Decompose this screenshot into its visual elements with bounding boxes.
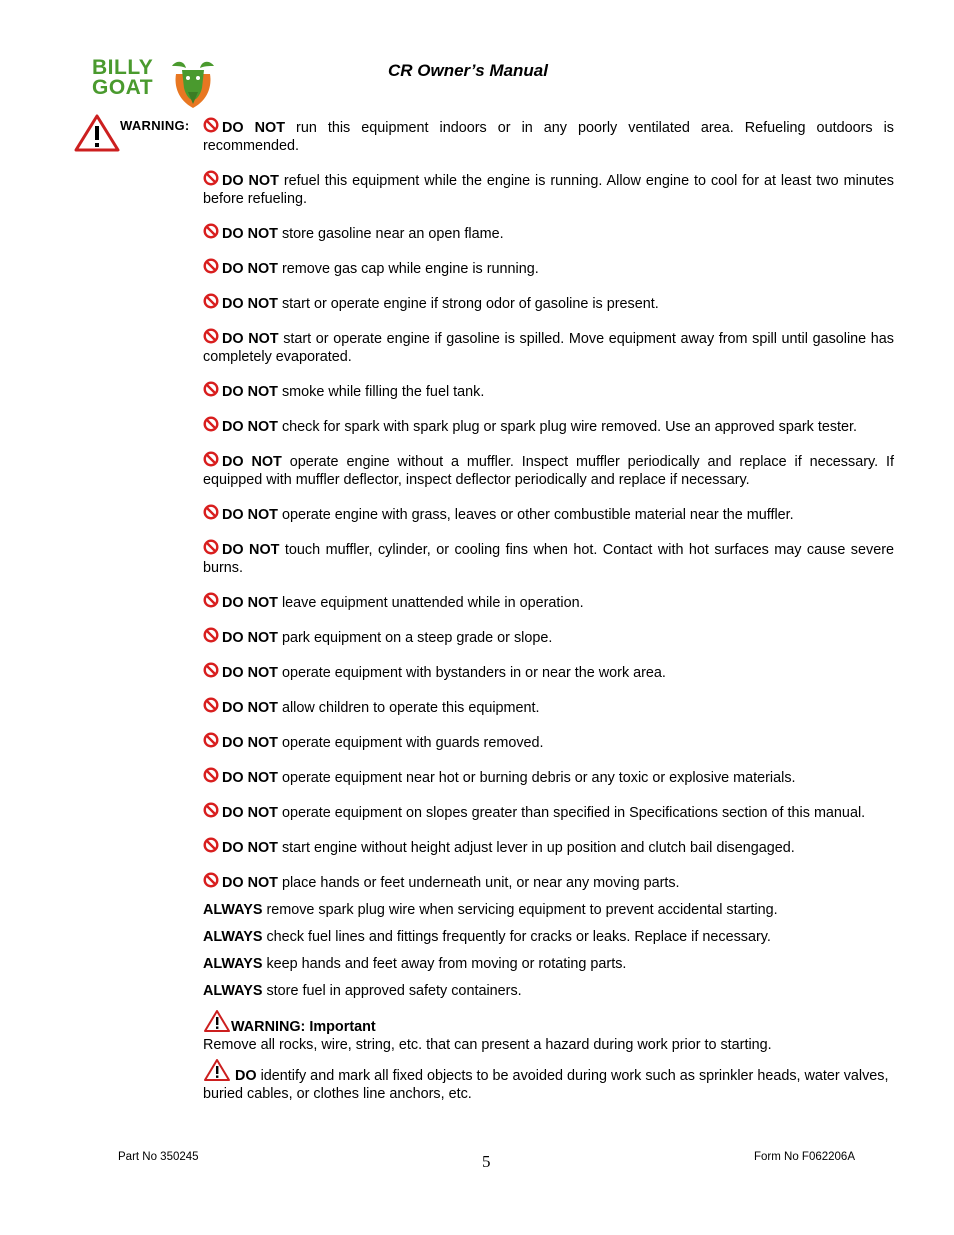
do-not-lead: DO NOT: [222, 700, 278, 716]
always-list: [203, 901, 894, 1000]
form-number: Form No F062206A: [754, 1151, 855, 1163]
prohibited-icon: [203, 117, 219, 133]
prohibited-icon: [203, 592, 219, 608]
do-not-text: operate equipment on slopes greater than specified in Specifications section of this manual.: [277, 805, 866, 821]
logo-wordmark: [92, 58, 153, 98]
important-body: Remove all rocks, wire, string, etc. that can present a hazard during work prior to starting.: [203, 1037, 772, 1053]
do-not-lead: DO NOT: [222, 384, 278, 400]
prohibited-icon: [203, 627, 219, 643]
do-not-lead: DO NOT: [222, 875, 278, 891]
do-not-text: run this equipment indoors or in any poorly ventilated area. Refueling outdoors is recommended.: [203, 120, 894, 154]
do-not-lead: DO NOT: [222, 805, 278, 821]
do-not-text: refuel this equipment while the engine is running. Allow engine to cool for at least two minutes before refueling.: [203, 173, 894, 207]
always-item: [203, 901, 894, 919]
do-not-lead: DO NOT: [222, 542, 280, 558]
prohibited-icon: [203, 258, 219, 274]
always-lead: ALWAYS: [203, 902, 263, 918]
do-not-text: operate engine without a muffler. Inspect muffler periodically and replace if necessary. If equipped with muffler deflector, inspect deflector periodically and replace if necessary.: [203, 454, 894, 488]
do-not-item: [203, 592, 894, 612]
do-not-lead: DO NOT: [222, 735, 278, 751]
do-not-text: check for spark with spark plug or spark plug wire removed. Use an approved spark tester.: [277, 419, 858, 435]
do-not-item: [203, 872, 894, 892]
prohibited-icon: [203, 697, 219, 713]
do-not-item: [203, 170, 894, 208]
do-not-text: store gasoline near an open flame.: [277, 226, 504, 242]
do-not-lead: DO NOT: [222, 665, 278, 681]
do-not-item: [203, 837, 894, 857]
do-not-text: operate equipment with guards removed.: [277, 735, 544, 751]
always-lead: ALWAYS: [203, 983, 263, 999]
warning-badge: [74, 114, 194, 154]
do-not-lead: DO NOT: [222, 454, 282, 470]
do-not-item: [203, 662, 894, 682]
prohibited-icon: [203, 451, 219, 467]
always-item: [203, 928, 894, 946]
goat-head-icon: [168, 56, 218, 110]
prohibited-icon: [203, 767, 219, 783]
always-lead: ALWAYS: [203, 956, 263, 972]
do-not-item: [203, 223, 894, 243]
always-text: remove spark plug wire when servicing equipment to prevent accidental starting.: [262, 902, 778, 918]
warning-label: WARNING:: [120, 118, 190, 133]
do-not-lead: DO NOT: [222, 507, 278, 523]
do-not-item: [203, 697, 894, 717]
prohibited-icon: [203, 662, 219, 678]
do-not-item: [203, 451, 894, 489]
warning-triangle-icon: [203, 1058, 231, 1082]
prohibited-icon: [203, 293, 219, 309]
do-not-item: [203, 381, 894, 401]
prohibited-icon: [203, 328, 219, 344]
logo-line-2: GOAT: [92, 76, 154, 99]
do-not-item: [203, 258, 894, 278]
billy-goat-logo: [92, 58, 222, 112]
do-not-lead: DO NOT: [222, 840, 278, 856]
do-not-lead: DO NOT: [222, 770, 278, 786]
do-not-item: [203, 732, 894, 752]
always-text: keep hands and feet away from moving or rotating parts.: [262, 956, 627, 972]
prohibited-icon: [203, 802, 219, 818]
always-item: [203, 955, 894, 973]
do-not-lead: DO NOT: [222, 226, 278, 242]
always-text: store fuel in approved safety containers.: [262, 983, 522, 999]
do-not-item: [203, 802, 894, 822]
warning-triangle-icon: [203, 1009, 231, 1033]
do-not-text: leave equipment unattended while in operation.: [277, 595, 584, 611]
do-not-list: [203, 117, 894, 892]
do-not-text: smoke while filling the fuel tank.: [277, 384, 485, 400]
always-item: [203, 982, 894, 1000]
prohibited-icon: [203, 837, 219, 853]
important-heading: WARNING: Important: [231, 1019, 376, 1035]
prohibited-icon: [203, 170, 219, 186]
prohibited-icon: [203, 504, 219, 520]
part-number: Part No 350245: [118, 1151, 199, 1163]
do-not-lead: DO NOT: [222, 630, 278, 646]
do-not-text: start or operate engine if gasoline is spilled. Move equipment away from spill until gasoline has completely evaporated.: [203, 331, 894, 365]
do-not-text: remove gas cap while engine is running.: [277, 261, 539, 277]
do-item: [203, 1058, 894, 1103]
do-not-text: allow children to operate this equipment.: [277, 700, 540, 716]
do-not-text: start or operate engine if strong odor of gasoline is present.: [277, 296, 659, 312]
prohibited-icon: [203, 416, 219, 432]
do-not-lead: DO NOT: [222, 261, 278, 277]
do-not-text: touch muffler, cylinder, or cooling fins when hot. Contact with hot surfaces may cause severe burns.: [203, 542, 894, 576]
do-not-lead: DO NOT: [222, 331, 279, 347]
do-not-lead: DO NOT: [222, 120, 285, 136]
prohibited-icon: [203, 223, 219, 239]
warning-triangle-icon: [74, 114, 120, 152]
do-not-lead: DO NOT: [222, 296, 278, 312]
important-warning: [203, 1009, 894, 1054]
do-not-lead: DO NOT: [222, 595, 278, 611]
do-not-text: place hands or feet underneath unit, or near any moving parts.: [277, 875, 680, 891]
prohibited-icon: [203, 381, 219, 397]
do-not-lead: DO NOT: [222, 419, 278, 435]
do-not-item: [203, 539, 894, 577]
do-not-lead: DO NOT: [222, 173, 279, 189]
do-not-text: operate equipment with bystanders in or near the work area.: [277, 665, 666, 681]
do-not-text: start engine without height adjust lever in up position and clutch bail disengaged.: [277, 840, 795, 856]
do-not-text: operate engine with grass, leaves or other combustible material near the muffler.: [277, 507, 794, 523]
logo-line-1: BILLY: [92, 56, 154, 79]
prohibited-icon: [203, 872, 219, 888]
prohibited-icon: [203, 539, 219, 555]
do-not-item: [203, 767, 894, 787]
do-not-text: operate equipment near hot or burning debris or any toxic or explosive materials.: [277, 770, 796, 786]
prohibited-icon: [203, 732, 219, 748]
page-number: 5: [482, 1152, 491, 1171]
do-lead: DO: [235, 1068, 257, 1084]
page-title: CR Owner’s Manual: [388, 61, 548, 80]
safety-content: [203, 117, 894, 1103]
do-not-item: [203, 627, 894, 647]
do-not-item: [203, 416, 894, 436]
do-text: identify and mark all fixed objects to be avoided during work such as sprinkler heads, water valves, buried cables, or clothes line anchors, etc.: [203, 1068, 889, 1102]
do-not-item: [203, 504, 894, 524]
do-not-item: [203, 117, 894, 155]
do-not-item: [203, 328, 894, 366]
always-lead: ALWAYS: [203, 929, 263, 945]
do-not-text: park equipment on a steep grade or slope.: [277, 630, 553, 646]
always-text: check fuel lines and fittings frequently for cracks or leaks. Replace if necessary.: [262, 929, 771, 945]
do-not-item: [203, 293, 894, 313]
